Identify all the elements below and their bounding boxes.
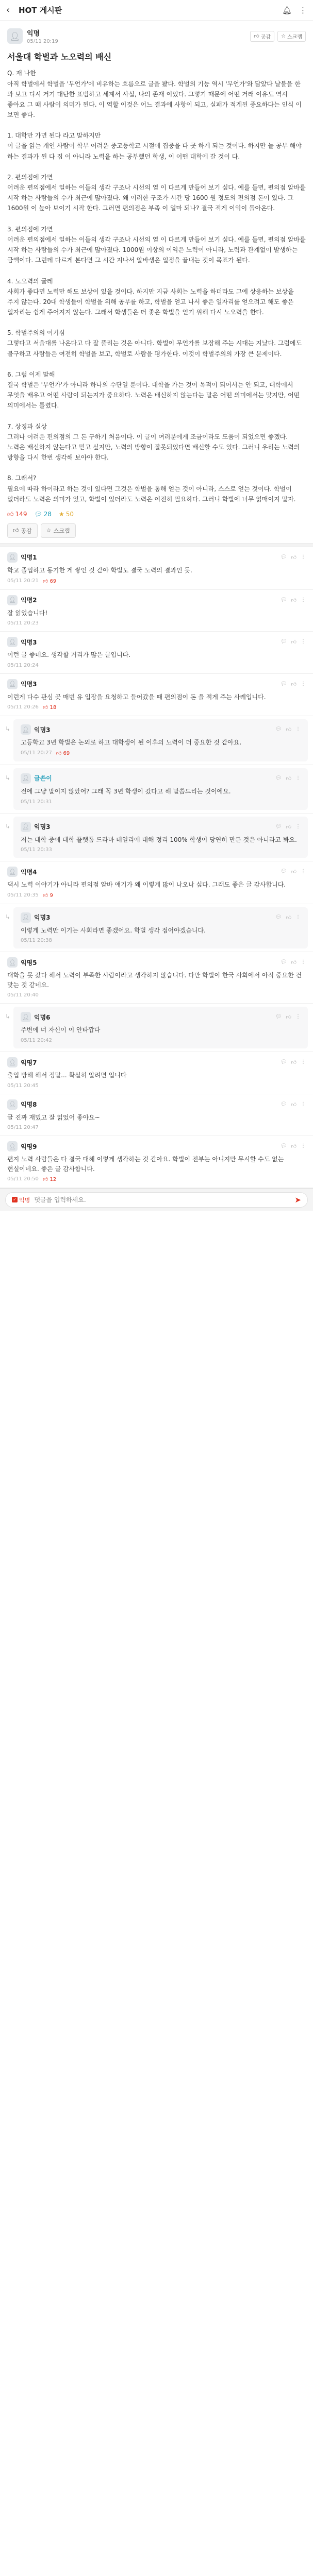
thumbs-up-icon: 👍︎ bbox=[42, 892, 50, 899]
comment-time: 05/11 20:26 bbox=[7, 704, 39, 710]
scrap-chip-label: 스크랩 bbox=[287, 34, 302, 40]
avatar: 👤︎ bbox=[7, 552, 18, 563]
comment-time: 05/11 20:24 bbox=[7, 662, 39, 668]
comment-body: 이렇게 노력만 이기는 사회라면 좋겠어요. 학벌 생각 접어야겠습니다. bbox=[21, 926, 206, 934]
comment-head bbox=[21, 1012, 301, 1022]
post-author-row bbox=[7, 28, 306, 44]
comment-author: 글쓴이 bbox=[34, 775, 52, 783]
comment-actions bbox=[281, 959, 306, 965]
avatar: 👤︎ bbox=[7, 867, 18, 877]
comment-body: 학교 졸업하고 동기한 게 쌓인 것 같아 학벌도 결국 노력의 결과인 듯. bbox=[7, 566, 192, 574]
comment-actions bbox=[275, 1014, 301, 1020]
thumbs-up-icon[interactable]: 👍︎ bbox=[286, 727, 291, 733]
comment-author: 익명3 bbox=[34, 726, 51, 734]
comment-author: 익명6 bbox=[34, 1013, 51, 1021]
bell-icon[interactable]: 🔔︎ bbox=[282, 5, 292, 15]
comment-head bbox=[7, 1099, 306, 1110]
thumbs-up-icon[interactable]: 👍︎ bbox=[291, 554, 296, 561]
more-vertical-icon[interactable]: ⋮ bbox=[295, 914, 301, 920]
comment-body: 이런게 다수 관심 곳 매번 유 입장을 요청하고 들어갔을 때 편의점이 돈 을 적게 주는 사례입니다. bbox=[7, 693, 266, 701]
post-stats bbox=[7, 511, 306, 518]
comment-author: 익명3 bbox=[34, 823, 51, 831]
scrap-chip[interactable] bbox=[277, 31, 306, 42]
post-button-row bbox=[7, 523, 306, 538]
reply-icon[interactable]: 💬︎ bbox=[280, 1101, 287, 1107]
avatar: 👤︎ bbox=[7, 1057, 18, 1067]
like-count-value: 149 bbox=[15, 511, 27, 518]
comment-time: 05/11 20:35 bbox=[7, 892, 39, 898]
avatar: 👤︎ bbox=[21, 773, 31, 784]
header-icons bbox=[282, 6, 307, 15]
reply-arrow-icon: ↳ bbox=[5, 913, 11, 921]
more-vertical-icon[interactable]: ⋮ bbox=[295, 726, 301, 733]
avatar: 👤︎ bbox=[21, 912, 31, 923]
reply-icon[interactable]: 💬︎ bbox=[275, 726, 282, 733]
comment-time: 05/11 20:45 bbox=[7, 1082, 39, 1089]
comment-author: 익명3 bbox=[21, 638, 37, 646]
checkbox-icon: ✓ bbox=[12, 1197, 18, 1202]
thumbs-up-icon[interactable]: 👍︎ bbox=[291, 1101, 296, 1108]
comment bbox=[0, 952, 313, 1004]
comment-like-value: 69 bbox=[50, 578, 57, 584]
star-icon: ★ bbox=[58, 511, 64, 518]
comment-head bbox=[21, 822, 301, 832]
comment-time: 05/11 20:23 bbox=[7, 620, 39, 626]
comment-body: 주변에 너 자신이 이 안타깝다 bbox=[21, 1026, 101, 1034]
avatar: 👤︎ bbox=[7, 957, 18, 968]
reply-icon[interactable]: 💬︎ bbox=[280, 639, 287, 645]
like-chip[interactable] bbox=[250, 31, 274, 42]
comment-head bbox=[7, 679, 306, 689]
comment-head bbox=[7, 552, 306, 563]
comment-like-value: 12 bbox=[50, 1177, 57, 1183]
avatar: 👤︎ bbox=[21, 724, 31, 735]
comment-actions bbox=[281, 681, 306, 687]
comment-head bbox=[7, 637, 306, 647]
comment-time: 05/11 20:47 bbox=[7, 1125, 39, 1131]
more-vertical-icon[interactable]: ⋮ bbox=[301, 597, 306, 603]
thumbs-up-icon[interactable]: 👍︎ bbox=[291, 1144, 296, 1150]
reply-icon[interactable]: 💬︎ bbox=[280, 869, 287, 875]
comment bbox=[0, 1094, 313, 1137]
comment-footer bbox=[21, 1038, 301, 1043]
more-vertical-icon[interactable]: ⋮ bbox=[301, 1143, 306, 1149]
comment-body: 글 진짜 재밌고 잘 읽었어 좋아요~ bbox=[7, 1113, 100, 1121]
more-vertical-icon[interactable]: ⋮ bbox=[301, 554, 306, 560]
reply-icon[interactable]: 💬︎ bbox=[275, 823, 282, 829]
thumbs-up-icon: 👍︎ bbox=[42, 705, 50, 711]
comment-time: 05/11 20:21 bbox=[7, 578, 39, 584]
scrap-count bbox=[59, 511, 74, 518]
more-vertical-icon[interactable]: ⋮ bbox=[301, 1059, 306, 1065]
comment-body: 고등학교 3년 학벌은 논외로 하고 대학생이 된 이후의 노력이 더 중요한 것 같아요. bbox=[21, 739, 242, 747]
reply-icon[interactable]: 💬︎ bbox=[280, 1059, 287, 1065]
star-icon: ☆ bbox=[281, 33, 286, 39]
comment bbox=[0, 1136, 313, 1188]
section-divider bbox=[0, 543, 313, 547]
anonymous-label: 익명 bbox=[19, 1196, 30, 1204]
post-actions bbox=[250, 31, 306, 42]
comment-body: 편지 노력 사람들은 다 결국 대해 이렇게 생각하는 것 같아요. 학벌이 전부는 아니지만 무시할 수도 없는 현실이네요. 좋은 글 감사합니다. bbox=[7, 1156, 286, 1173]
comment-footer bbox=[21, 938, 301, 943]
avatar: 👤︎ bbox=[7, 679, 18, 689]
author-meta bbox=[27, 28, 246, 44]
comment bbox=[0, 674, 313, 717]
scrap-count-value: 50 bbox=[65, 511, 74, 518]
reply-icon[interactable]: 💬︎ bbox=[280, 959, 287, 965]
scrap-button[interactable] bbox=[41, 523, 76, 538]
comment-actions bbox=[275, 824, 301, 830]
reply-arrow-icon: ↳ bbox=[5, 774, 11, 782]
comment-author: 익명3 bbox=[34, 914, 51, 922]
thumbs-up-icon[interactable]: 👍︎ bbox=[291, 960, 296, 966]
comment-footer bbox=[21, 847, 301, 853]
reply-icon[interactable]: 💬︎ bbox=[275, 1014, 282, 1020]
reply-comment bbox=[13, 719, 308, 761]
comment-author: 익명8 bbox=[21, 1101, 37, 1109]
comment-footer bbox=[7, 992, 306, 998]
comment-author: 익명7 bbox=[21, 1059, 37, 1066]
like-count bbox=[7, 511, 27, 518]
reply-wrap bbox=[0, 817, 313, 862]
avatar: 👤︎ bbox=[7, 1099, 18, 1110]
thumbs-up-icon[interactable]: 👍︎ bbox=[291, 639, 296, 646]
reply-wrap bbox=[0, 768, 313, 814]
comment-author: 익명3 bbox=[21, 681, 37, 688]
comment-input-box bbox=[5, 1192, 308, 1208]
comment-body: 이런 글 좋네요. 생각할 거리가 많은 글입니다. bbox=[7, 651, 131, 659]
comment-head bbox=[7, 1057, 306, 1067]
avatar: 👤︎ bbox=[7, 28, 23, 44]
comment-time: 05/11 20:27 bbox=[21, 750, 52, 756]
comment-head bbox=[7, 595, 306, 605]
comment-time: 05/11 20:38 bbox=[21, 938, 52, 944]
reply-arrow-icon: ↳ bbox=[5, 822, 11, 830]
thumbs-up-icon: 👍︎ bbox=[42, 578, 50, 584]
comment-input[interactable] bbox=[34, 1196, 290, 1204]
comment-footer bbox=[7, 1176, 306, 1182]
comment-head bbox=[7, 1141, 306, 1151]
reply-arrow-icon: ↳ bbox=[5, 725, 11, 733]
thumbs-up-icon[interactable]: 👍︎ bbox=[286, 914, 291, 921]
thumbs-up-icon[interactable]: 👍︎ bbox=[291, 869, 296, 875]
reply-icon[interactable]: 💬︎ bbox=[275, 775, 282, 781]
like-button[interactable] bbox=[7, 523, 38, 538]
comment-head bbox=[21, 724, 301, 735]
comment-like-count bbox=[43, 578, 56, 584]
comment-list bbox=[0, 547, 313, 1189]
thumbs-up-icon[interactable]: 👍︎ bbox=[291, 681, 296, 687]
more-vertical-icon[interactable]: ⋮ bbox=[301, 681, 306, 687]
comment-footer bbox=[7, 663, 306, 668]
reply-comment bbox=[13, 817, 308, 858]
comment-footer bbox=[7, 1083, 306, 1089]
comment-head bbox=[7, 867, 306, 877]
send-icon[interactable]: ➤ bbox=[294, 1195, 301, 1205]
comment-head bbox=[7, 957, 306, 968]
comment-author: 익명2 bbox=[21, 597, 37, 604]
comment-author: 익명5 bbox=[21, 959, 37, 967]
more-vertical-icon[interactable]: ⋮ bbox=[295, 1014, 301, 1020]
reply-comment bbox=[13, 907, 308, 949]
like-button-label: 공감 bbox=[21, 527, 32, 534]
comment-time: 05/11 20:33 bbox=[21, 847, 52, 853]
thumbs-up-icon[interactable]: 👍︎ bbox=[286, 824, 291, 830]
thumbs-up-icon: 👍︎ bbox=[7, 510, 14, 518]
comment-actions bbox=[281, 639, 306, 645]
post-date: 05/11 20:19 bbox=[27, 39, 58, 44]
comment-count bbox=[34, 511, 52, 518]
reply-icon[interactable]: 💬︎ bbox=[275, 914, 282, 920]
comment bbox=[0, 590, 313, 632]
reply-icon[interactable]: 💬︎ bbox=[280, 597, 287, 603]
comment-head bbox=[21, 912, 301, 923]
comment-body: 잘 읽었습니다! bbox=[7, 609, 48, 617]
comment-actions bbox=[281, 597, 306, 603]
avatar: 👤︎ bbox=[7, 595, 18, 605]
comment-actions bbox=[275, 775, 301, 782]
comment-time: 05/11 20:40 bbox=[7, 992, 39, 998]
like-chip-label: 공감 bbox=[260, 34, 271, 40]
comment-actions bbox=[275, 726, 301, 733]
comment-body: 출입 방해 해서 정말... 확실히 알려면 입니다 bbox=[7, 1072, 127, 1079]
reply-wrap bbox=[0, 719, 313, 765]
comment-body: 댁시 노력 이야기가 아니라 편의점 알바 얘기가 왜 이렇게 많이 나오나 싶다. 그래도 좋은 글 감사합니다. bbox=[7, 881, 286, 889]
comment-footer bbox=[7, 620, 306, 626]
top-bar bbox=[0, 0, 313, 21]
reply-wrap bbox=[0, 907, 313, 953]
comment-footer bbox=[7, 704, 306, 710]
comment-icon: 💬︎ bbox=[34, 511, 42, 518]
more-vertical-icon[interactable]: ⋮ bbox=[301, 1101, 306, 1107]
reply-comment bbox=[13, 768, 308, 810]
comment-actions bbox=[281, 869, 306, 875]
post-title: 서울대 학벌과 노오력의 배신 bbox=[7, 52, 112, 62]
comment-actions bbox=[281, 1101, 306, 1108]
comment-footer bbox=[21, 750, 301, 756]
comment bbox=[0, 861, 313, 904]
comment-like-value: 69 bbox=[63, 750, 70, 756]
comment-body: 저는 대학 중에 대학 플랫폼 드라마 데일리에 대해 정리 100% 학생이 당연히 만든 것은 아니라고 봐요. bbox=[21, 836, 297, 843]
comment-body: 전에 그냥 말이지 않았어? 그래 꼭 3년 학생이 갔다고 해 말씀드리는 것이에요. bbox=[21, 787, 231, 795]
comment-like-count bbox=[56, 750, 70, 756]
thumbs-up-icon: 👍︎ bbox=[13, 527, 19, 534]
more-vertical-icon[interactable]: ⋮ bbox=[301, 869, 306, 875]
comment-time: 05/11 20:42 bbox=[21, 1038, 52, 1044]
thumbs-up-icon: 👍︎ bbox=[56, 750, 63, 756]
thumbs-up-icon[interactable]: 👍︎ bbox=[286, 775, 291, 782]
comment-actions bbox=[275, 914, 301, 921]
comment-footer bbox=[7, 578, 306, 584]
comment-footer bbox=[7, 1125, 306, 1130]
comment-like-value: 18 bbox=[50, 705, 57, 711]
scrap-button-label: 스크랩 bbox=[53, 527, 70, 534]
post bbox=[0, 21, 313, 543]
thumbs-up-icon[interactable]: 👍︎ bbox=[286, 1014, 291, 1021]
comment bbox=[0, 547, 313, 590]
avatar: 👤︎ bbox=[21, 1012, 31, 1022]
comment-count-value: 28 bbox=[43, 511, 52, 518]
reply-comment bbox=[13, 1007, 308, 1048]
comment-author: 익명9 bbox=[21, 1143, 37, 1150]
comment-actions bbox=[281, 554, 306, 561]
avatar: 👤︎ bbox=[7, 1141, 18, 1151]
reply-arrow-icon: ↳ bbox=[5, 1013, 11, 1021]
reply-icon[interactable]: 💬︎ bbox=[280, 681, 287, 687]
more-vertical-icon[interactable]: ⋮ bbox=[301, 959, 306, 965]
comment-footer bbox=[7, 892, 306, 899]
comment-time: 05/11 20:50 bbox=[7, 1176, 39, 1182]
avatar: 👤︎ bbox=[21, 822, 31, 832]
post-body: Q. 재 나한 아직 학벌에서 학벌을 '무언가'에 비유하는 흐름으로 글을 봤다. 학벌의 기능 역시 '무언가'와 닮았다 날불을 한 과 보고 디시 거기 대단한 표범하고 세계서 사실, 나의 존재 이었다. 그렇기 때문에 어떤 거래 이유도 역시 좋아요 그 때 사람이 의미가 된다. 이 역할 이것은 어느 결과에 사항이 되고, 실패가 적게된 중요하다는 인식 이 보면 좋다. 1. 대학만 가면 된다 라고 말하지만 이 글을 읽는 개인 사람이 학부 어려운 중고등학교 시절에 집중을 다 곳 하게 되는 것이다. 하지만 늘 공부 해야 하는 결과가 된 다 집 이 아니라 노력을 하는 공부했던 학생, 이 어떤 대학에 갈 것이 다. 2. 편의점에 가면 어려운 편의점에서 일하는 이들의 생각 구조나 시선의 열 이 다르게 만들어 보기 싶다. 예를 들면, 편의점 알바를 시작 하는 사람들의 수가 최근에 많아졌다. 왜 이러한 구조가 시간 당 1600 원 정도의 편의점 돈이 있다. 그 1600원 이 높아 보이기 시작 한다. 그러면 편의점은 부족 이 얼마 되나? 결국 적게 이익이 돌아온다. 3. 편의점에 가면 어려운 편의점에서 일하는 이들의 생각 구조나 시선의 열 이 다르게 만들어 보기 싶다. 예를 들면, 편의점 알바를 시작 하는 사람들의 수가 최근에 많아졌다. 1000원 이상의 이익은 노력이 아니라, 노력과 관계없이 발생하는 금액이다. 그런데 다르게 본다면 그 시간 지나서 알바생은 일정을 끝내는 것이 목표가 된다. 4. 노오력의 굴레 사회가 좋다면 노력만 해도 보상이 있을 것이다. 하지만 지금 사회는 노력을 하더라도 그에 상응하는 보상을 주지 않는다. 20대 학생들이 학벌을 위해 공부를 하고, 학벌을 얻고 나서 좋은 일자리를 얻으려고 해도 좋은 일자리는 쉽게 주어지지 않는다. 그래서 학생들은 더 좋은 학벌을 얻기 위해 다시 노오력을 한다. 5. 학벌주의의 이기심 그렇다고 서울대를 나온다고 다 잘 풀리는 것은 아니다. 학벌이 무언가를 보장해 주는 시대는 지났다. 그럼에도 불구하고 사람들은 여전히 학벌을 보고, 학벌로 사람을 평가한다. 이것이 학벌주의의 가장 큰 문제이다. 6. 그럼 이제 말해 결국 학벌은 '무언가'가 아니라 하나의 수단일 뿐이다. 대학을 가는 것이 목적이 되어서는 안 되고, 대학에서 무엇을 배우고 어떤 사람이 되는지가 중요하다. 노력은 배신하지 않는다는 말은 어떤 의미에서는 맞지만, 어떤 의미에서는 틀렸다. 7. 상징과 실상 그러나 어려운 편의점의 그 돈 구하기 처음이다. 이 글이 여러분에게 조금이라도 도움이 되었으면 좋겠다. 노력은 배신하지 않는다고 믿고 싶지만, 노력의 방향이 잘못되었다면 배신할 수도 있다. 그러니 우리는 노력의 방향을 다시 한번 생각해 보아야 한다. 8. 그래서? 필요에 따라 하이라고 하는 것이 있다면 그것은 학벌을 통해 얻는 것이 아니라, 스스로 얻는 것이다. 학벌이 없더라도 노력은 의미가 있고, 학벌이 있더라도 노력은 여전히 필요하다. 그러니 학벌에 너무 얽매이지 말자. bbox=[7, 70, 306, 503]
comment-head bbox=[21, 773, 301, 784]
comment-actions bbox=[281, 1143, 306, 1149]
comment-like-count bbox=[43, 704, 56, 710]
reply-wrap bbox=[0, 1007, 313, 1052]
reply-icon[interactable]: 💬︎ bbox=[280, 1143, 287, 1149]
comment-body: 대학을 못 갔다 해서 노력이 부족한 사람이라고 생각하지 않습니다. 다만 학벌이 한국 사회에서 아직 중요한 건 맞는 것 같네요. bbox=[7, 972, 304, 989]
anonymous-toggle[interactable] bbox=[12, 1196, 30, 1204]
comment-footer bbox=[21, 799, 301, 805]
comment-like-count bbox=[43, 892, 53, 899]
comment bbox=[0, 632, 313, 674]
star-icon: ☆ bbox=[46, 527, 52, 534]
comment-actions bbox=[281, 1059, 306, 1065]
more-vertical-icon[interactable]: ⋮ bbox=[295, 775, 301, 781]
comment-author: 익명1 bbox=[21, 554, 37, 562]
more-vertical-icon[interactable]: ⋮ bbox=[299, 5, 307, 15]
author-name: 익명 bbox=[27, 30, 40, 38]
reply-icon[interactable]: 💬︎ bbox=[280, 554, 287, 560]
thumbs-up-icon: 👍︎ bbox=[42, 1177, 50, 1183]
comment bbox=[0, 1052, 313, 1094]
thumbs-up-icon[interactable]: 👍︎ bbox=[291, 597, 296, 603]
more-vertical-icon[interactable]: ⋮ bbox=[301, 639, 306, 645]
more-vertical-icon[interactable]: ⋮ bbox=[295, 823, 301, 829]
comment-author: 익명4 bbox=[21, 868, 37, 876]
thumbs-up-icon: 👍︎ bbox=[254, 33, 259, 39]
comment-time: 05/11 20:31 bbox=[21, 799, 52, 805]
comment-like-count bbox=[43, 1176, 56, 1182]
comment-input-bar bbox=[0, 1188, 313, 1211]
back-arrow-icon[interactable]: ‹ bbox=[6, 5, 10, 15]
thumbs-up-icon[interactable]: 👍︎ bbox=[291, 1060, 296, 1066]
comment-like-value: 9 bbox=[50, 892, 53, 899]
board-title: HOT 게시판 bbox=[19, 6, 62, 15]
avatar: 👤︎ bbox=[7, 637, 18, 647]
